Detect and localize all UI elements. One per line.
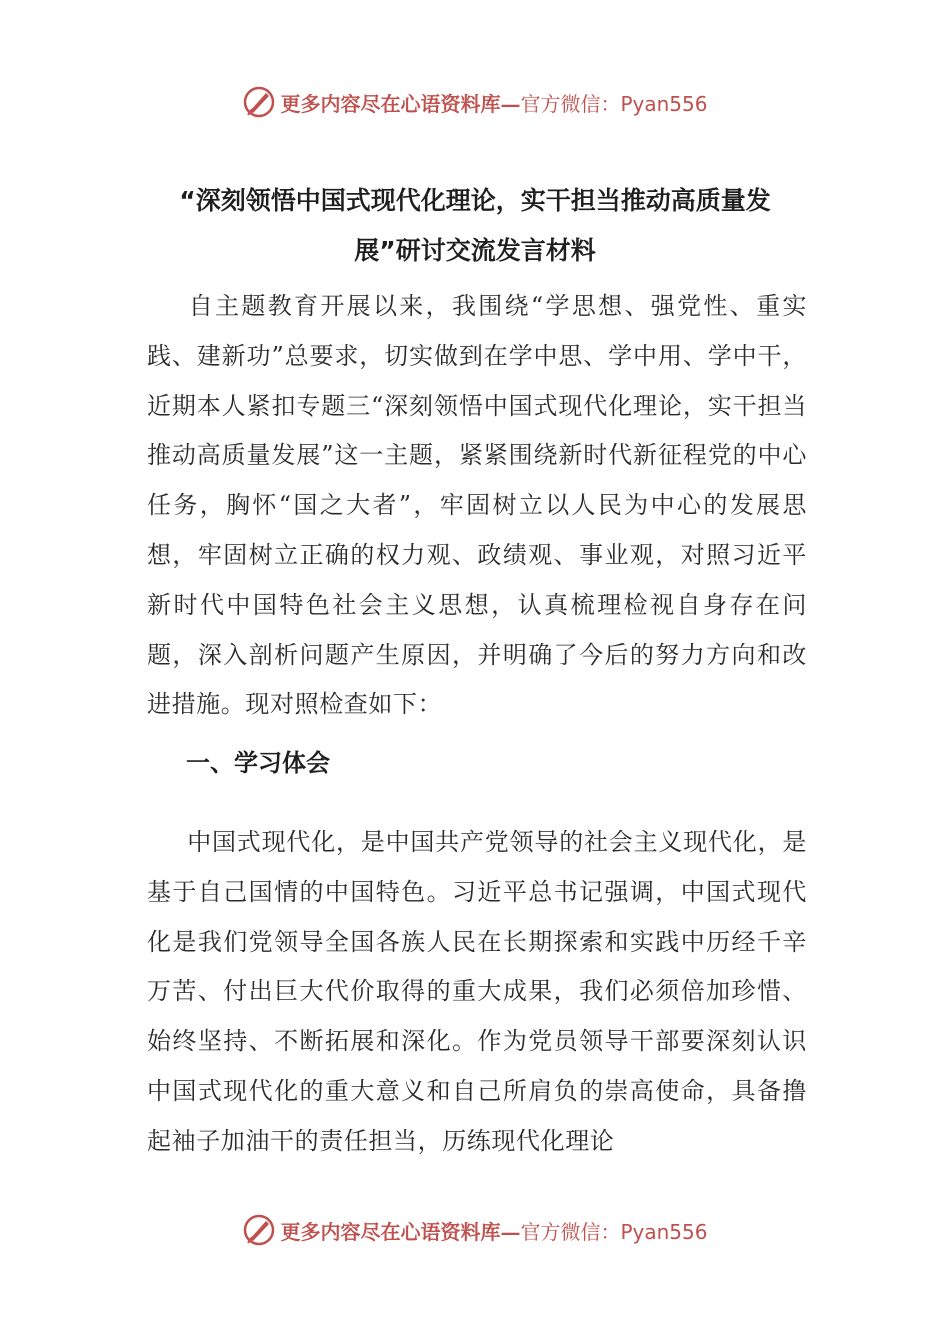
header-watermark-banner bbox=[0, 82, 950, 122]
document-title bbox=[150, 176, 800, 276]
section-1-paragraph-text: 中国式现代化，是中国共产党领导的社会主义现代化，是基于自己国情的中国特色。习近平总书记强调，中国式现代化是我们党领导全国各族人民在长期探索和实践中历经千辛万苦、付出巨大代价取得的重大成果，我们必须倍加珍惜、始终坚持、不断拓展和深化。作为党员领导干部要深刻认识中国式现代化的重大意义和自己所肩负的崇高使命，具备撸起袖子加油干的责任担当，历练现代化理论 bbox=[147, 828, 807, 1155]
title-line-1: “深刻领悟中国式现代化理论，实干担当推动高质量发 bbox=[179, 186, 771, 215]
pen-logo-icon bbox=[242, 1213, 276, 1247]
header-brand-text: 更多内容尽在心语资料库— bbox=[280, 91, 521, 116]
footer-watermark-banner bbox=[0, 1210, 950, 1250]
title-line-2: 展”研讨交流发言材料 bbox=[354, 236, 596, 265]
footer-brand-text: 更多内容尽在心语资料库— bbox=[280, 1219, 521, 1244]
section-1-paragraph bbox=[147, 818, 807, 1167]
section-1-heading: 一、学习体会 bbox=[186, 749, 330, 777]
header-contact-text: 官方微信：Pyan556 bbox=[520, 91, 708, 116]
pen-logo-icon bbox=[242, 85, 276, 119]
intro-paragraph-text: 自主题教育开展以来，我围绕“学思想、强党性、重实践、建新功”总要求，切实做到在学中思、学中用、学中干，近期本人紧扣专题三“深刻领悟中国式现代化理论，实干担当推动高质量发展”这一主题，紧紧围绕新时代新征程党的中心任务，胸怀“国之大者”，牢固树立以人民为中心的发展思想，牢固树立正确的权力观、政绩观、事业观，对照习近平新时代中国特色社会主义思想，认真梳理检视自身存在问题，深入剖析问题产生原因，并明确了今后的努力方向和改进措施。现对照检查如下： bbox=[147, 292, 807, 719]
footer-contact-text: 官方微信：Pyan556 bbox=[520, 1219, 708, 1244]
intro-paragraph bbox=[147, 282, 807, 730]
